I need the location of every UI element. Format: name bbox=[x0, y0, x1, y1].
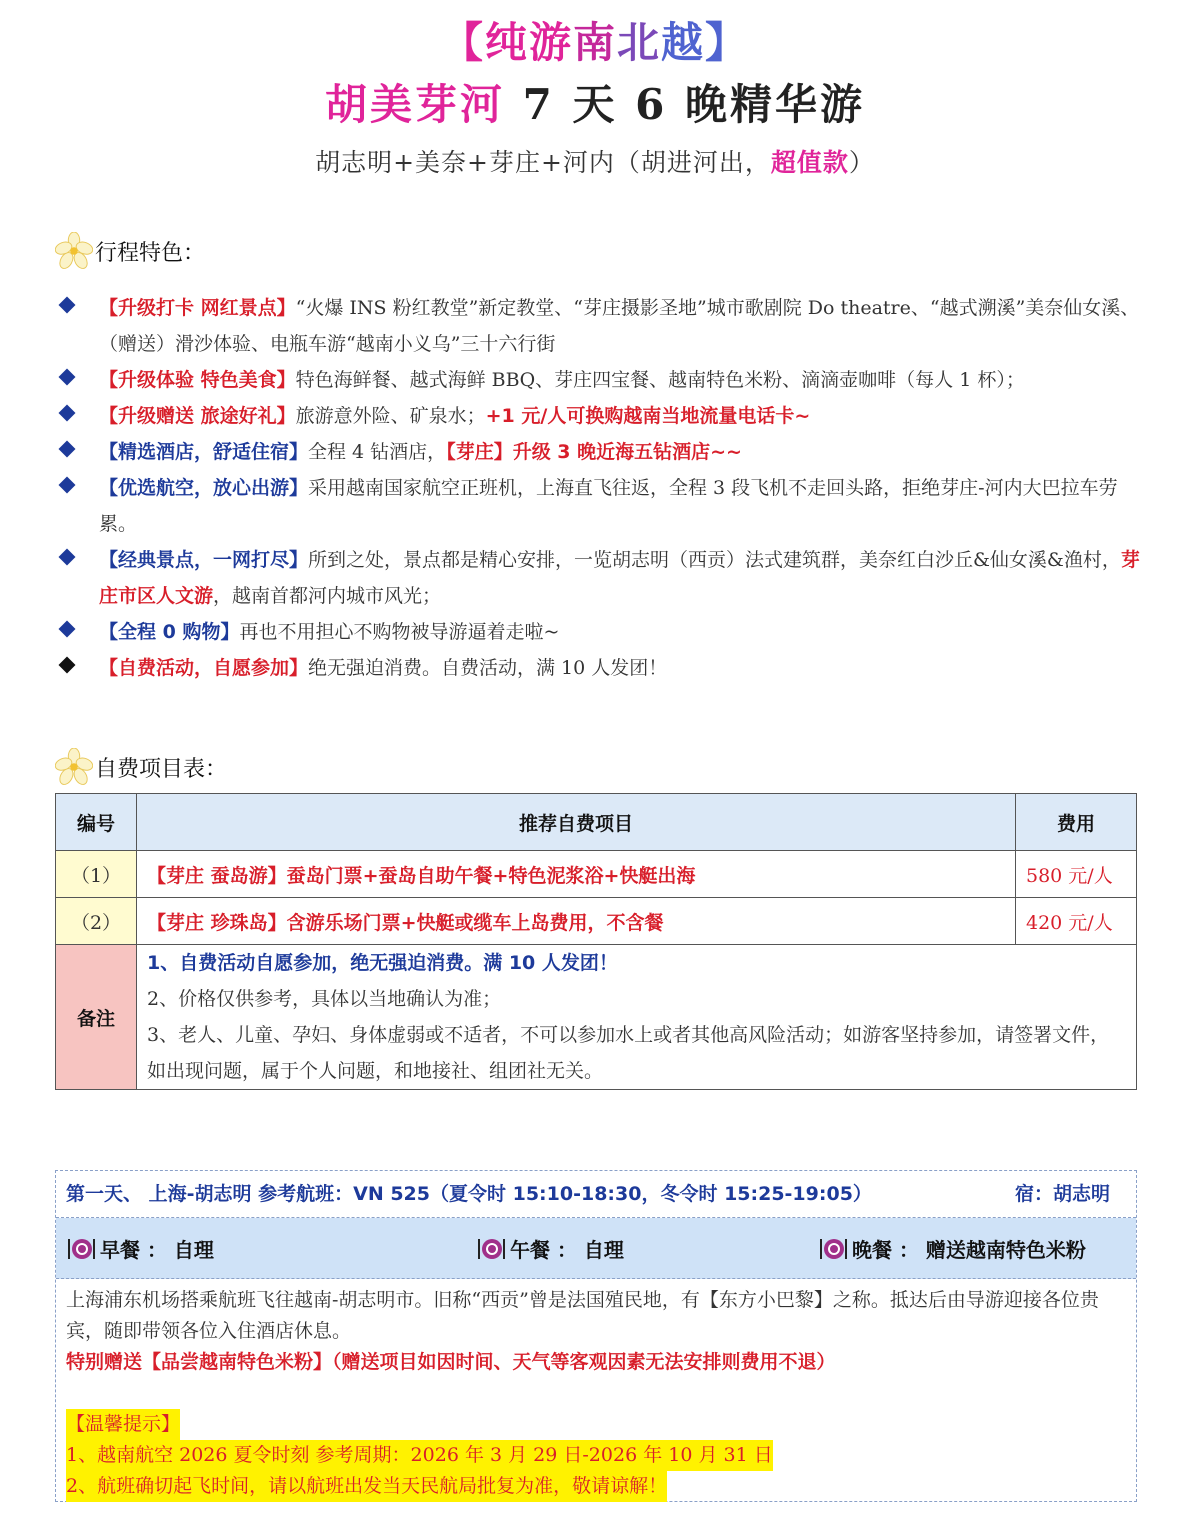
day1-description: 上海浦东机场搭乘航班飞往越南-胡志明市。旧称“西贡”曾是法国殖民地，有【东方小巴黎】之称。抵达后由导游迎接各位贵宾，随即带领各位入住酒店休息。 bbox=[66, 1289, 1099, 1342]
meal-plate-icon bbox=[476, 1236, 506, 1262]
feature-tag: 【升级打卡 网红景点】 bbox=[99, 297, 296, 319]
title-duration: 7 天 6 晚精华游 bbox=[505, 80, 865, 129]
diamond-bullet-icon bbox=[59, 621, 76, 638]
title-destinations: 胡美芽河 bbox=[325, 80, 506, 129]
feature-item bbox=[55, 542, 1145, 614]
brand-part-b: 南 bbox=[572, 18, 617, 67]
lunch-text: 午餐 ： 自理 bbox=[510, 1238, 624, 1262]
feature-tag: 【全程 0 购物】 bbox=[99, 621, 240, 643]
page-title bbox=[0, 72, 1190, 132]
row-price: 420 元/人 bbox=[1016, 898, 1137, 945]
feature-text-after: ，越南首都河内城市风光； bbox=[213, 585, 442, 607]
feature-red-text: 芽庄市区人文游 bbox=[99, 549, 1140, 607]
feature-tag: 【自费活动，自愿参加】 bbox=[99, 657, 309, 679]
feature-item bbox=[55, 290, 1145, 362]
brand-part-d: 越 bbox=[661, 18, 706, 67]
header-number: 编号 bbox=[56, 794, 137, 851]
meal-dinner bbox=[818, 1234, 1086, 1263]
feature-text: 采用越南国家航空正班机，上海直飞往返，全程 3 段飞机不走回头路，拒绝芽庄-河内大巴拉车劳累。 bbox=[99, 477, 1118, 535]
brand-title bbox=[0, 10, 1190, 70]
feature-text: 全程 4 钻酒店， bbox=[308, 441, 447, 463]
breakfast-text: 早餐 ： 自理 bbox=[100, 1238, 214, 1262]
meal-breakfast bbox=[66, 1234, 214, 1263]
features-heading bbox=[55, 232, 205, 270]
feature-text: 所到之处，景点都是精心安排，一览胡志明（西贡）法式建筑群，美奈红白沙丘&仙女溪&渔村， bbox=[308, 549, 1121, 571]
feature-tag: 【精选酒店，舒适住宿】 bbox=[99, 441, 309, 463]
tip-line: 2、航班确切起飞时间，请以航班出发当天民航局批复为准，敬请谅解！ bbox=[66, 1471, 667, 1502]
feature-text: “火爆 INS 粉红教堂”新定教堂、“芽庄摄影圣地”城市歌剧院 Do theatre、“越式溯溪”美奈仙女溪、（赠送）滑沙体验、电瓶车游“越南小义乌”三十六行街 bbox=[99, 297, 1140, 355]
features-heading-text: 行程特色： bbox=[95, 240, 206, 266]
feature-item bbox=[55, 362, 1145, 398]
notes-row bbox=[56, 945, 1137, 1090]
flower-icon bbox=[55, 748, 93, 786]
table-row bbox=[56, 898, 1137, 945]
feature-red-text: 【芽庄】升级 3 晚近海五钻酒店~~ bbox=[446, 441, 742, 463]
row-price: 580 元/人 bbox=[1016, 851, 1137, 898]
diamond-bullet-icon bbox=[59, 477, 76, 494]
flower-icon bbox=[55, 232, 93, 270]
meal-lunch bbox=[476, 1234, 624, 1263]
feature-item bbox=[55, 470, 1145, 542]
diamond-bullet-icon bbox=[59, 441, 76, 458]
fee-heading-text: 自费项目表： bbox=[95, 756, 228, 782]
meal-plate-icon bbox=[818, 1236, 848, 1262]
row-item: 【芽庄 蚕岛游】蚕岛门票+蚕岛自助午餐+特色泥浆浴+快艇出海 bbox=[137, 851, 1016, 898]
page-subtitle bbox=[0, 143, 1190, 179]
feature-text: 特色海鲜餐、越式海鲜 BBQ、芽庄四宝餐、越南特色米粉、滴滴壶咖啡（每人 1 杯）； bbox=[295, 369, 1025, 391]
feature-text: 旅游意外险、矿泉水； bbox=[295, 405, 486, 427]
day1-stay: 宿：胡志明 bbox=[1014, 1183, 1110, 1205]
diamond-bullet-icon bbox=[59, 549, 76, 566]
features-list bbox=[55, 290, 1145, 686]
brand-bracket-open: 【 bbox=[440, 18, 485, 67]
brand-part-c: 北 bbox=[617, 18, 662, 67]
subtitle-end: ） bbox=[848, 148, 875, 177]
day1-block bbox=[55, 1170, 1137, 1502]
brand-bracket-close: 】 bbox=[705, 18, 750, 67]
table-row bbox=[56, 851, 1137, 898]
row-number: （2） bbox=[56, 898, 137, 945]
tips-block bbox=[66, 1409, 1126, 1502]
diamond-bullet-icon bbox=[59, 369, 76, 386]
diamond-bullet-icon bbox=[59, 297, 76, 314]
diamond-bullet-icon bbox=[59, 657, 76, 674]
feature-item bbox=[55, 614, 1145, 650]
row-number: （1） bbox=[56, 851, 137, 898]
notes-content bbox=[137, 945, 1137, 1090]
feature-tag: 【经典景点，一网打尽】 bbox=[99, 549, 309, 571]
fee-table bbox=[55, 793, 1137, 1090]
day1-header bbox=[56, 1171, 1136, 1218]
feature-item bbox=[55, 434, 1145, 470]
table-header-row bbox=[56, 794, 1137, 851]
header-price: 费用 bbox=[1016, 794, 1137, 851]
feature-item bbox=[55, 398, 1145, 434]
note-line: 3、老人、儿童、孕妇、身体虚弱或不适者，不可以参加水上或者其他高风险活动；如游客坚持参加，请签署文件，如出现问题，属于个人问题，和地接社、组团社无关。 bbox=[147, 1024, 1110, 1082]
tip-line: 1、越南航空 2026 夏令时刻 参考周期：2026 年 3 月 29 日-2026 年 10 月 31 日 bbox=[66, 1440, 773, 1471]
feature-red-text: +1 元/人可换购越南当地流量电话卡~ bbox=[485, 405, 811, 427]
row-item: 【芽庄 珍珠岛】含游乐场门票+快艇或缆车上岛费用，不含餐 bbox=[137, 898, 1016, 945]
fee-heading bbox=[55, 748, 227, 786]
feature-tag: 【优选航空，放心出游】 bbox=[99, 477, 309, 499]
header-item: 推荐自费项目 bbox=[137, 794, 1016, 851]
dinner-text: 晚餐 ： 赠送越南特色米粉 bbox=[852, 1238, 1086, 1262]
feature-item bbox=[55, 650, 1145, 686]
diamond-bullet-icon bbox=[59, 405, 76, 422]
feature-text: 再也不用担心不购物被导游逼着走啦~ bbox=[239, 621, 560, 643]
day1-body bbox=[56, 1279, 1136, 1508]
subtitle-highlight: 超值款 bbox=[770, 148, 849, 177]
subtitle-route: 胡志明+美奈+芽庄+河内（胡进河出， bbox=[315, 148, 771, 177]
meals-bar bbox=[56, 1218, 1136, 1279]
note-line: 1、自费活动自愿参加，绝无强迫消费。满 10 人发团！ bbox=[147, 952, 618, 974]
meal-plate-icon bbox=[66, 1236, 96, 1262]
notes-label: 备注 bbox=[56, 945, 137, 1090]
feature-tag: 【升级体验 特色美食】 bbox=[99, 369, 296, 391]
note-line: 2、价格仅供参考，具体以当地确认为准； bbox=[147, 988, 502, 1010]
brand-part-a: 纯游 bbox=[484, 18, 573, 67]
feature-tag: 【升级赠送 旅途好礼】 bbox=[99, 405, 296, 427]
day1-title: 第一天、 上海-胡志明 参考航班：VN 525（夏令时 15:10-18:30，冬令时 15:25-19:05） bbox=[66, 1183, 872, 1205]
day1-gift: 特别赠送【品尝越南特色米粉】（赠送项目如因时间、天气等客观因素无法安排则费用不退） bbox=[66, 1351, 836, 1373]
tips-title: 【温馨提示】 bbox=[66, 1409, 180, 1440]
feature-text: 绝无强迫消费。自费活动，满 10 人发团！ bbox=[308, 657, 668, 679]
